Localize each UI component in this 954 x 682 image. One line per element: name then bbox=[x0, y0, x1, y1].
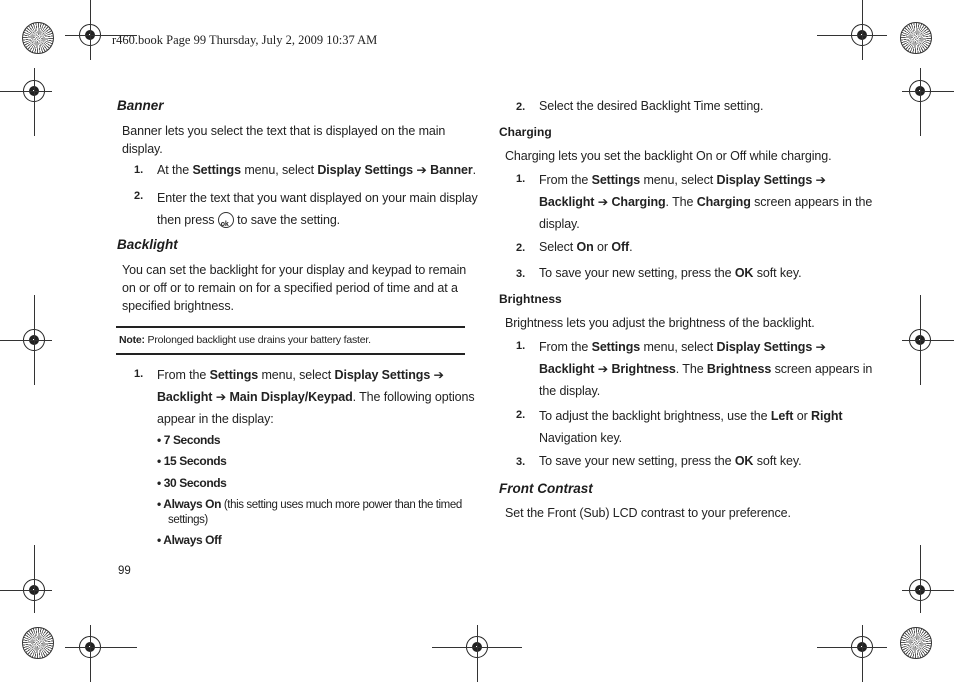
crop-line bbox=[920, 545, 921, 613]
crop-line bbox=[817, 647, 887, 648]
step-number: 2. bbox=[134, 190, 144, 202]
banner-step-2 bbox=[157, 187, 478, 231]
intro-line: on or off or to remain on for a specified period of time and at a bbox=[122, 281, 458, 295]
step-number: 3. bbox=[516, 268, 526, 280]
list-item: • 15 Seconds bbox=[157, 454, 227, 468]
registration-starburst-icon bbox=[22, 627, 54, 659]
step-line: From the Settings menu, select Display Settings ➔ bbox=[539, 340, 826, 354]
banner-heading: Banner bbox=[117, 98, 164, 113]
ok-key-icon bbox=[218, 212, 234, 228]
intro-line: You can set the backlight for your display and keypad to remain bbox=[122, 263, 467, 277]
crop-line bbox=[862, 625, 863, 682]
note-text: Prolonged backlight use drains your battery faster. bbox=[144, 334, 371, 346]
step-line: From the Settings menu, select Display Settings ➔ bbox=[539, 173, 826, 187]
crop-line bbox=[0, 340, 52, 341]
step-line: Backlight ➔ Brightness. The Brightness screen appears in bbox=[539, 362, 873, 376]
banner-intro-line: display. bbox=[122, 142, 163, 156]
list-item: • Always Off bbox=[157, 533, 222, 547]
step-number: 3. bbox=[516, 456, 526, 468]
crop-line bbox=[90, 0, 91, 60]
step-line: the display. bbox=[539, 384, 601, 398]
registration-starburst-icon bbox=[22, 22, 54, 54]
print-header: r460.book Page 99 Thursday, July 2, 2009 10:37 AM bbox=[112, 33, 378, 47]
intro-line: specified brightness. bbox=[122, 299, 234, 313]
front-contrast-heading: Front Contrast bbox=[499, 481, 593, 496]
step-line: then press ok to save the setting. bbox=[157, 209, 478, 231]
crop-line bbox=[34, 295, 35, 385]
crop-line bbox=[902, 590, 954, 591]
registration-starburst-icon bbox=[900, 22, 932, 54]
backlight-intro bbox=[122, 261, 466, 315]
brightness-step-1 bbox=[539, 336, 872, 402]
step-number: 1. bbox=[134, 368, 144, 380]
note-rule-top bbox=[116, 326, 465, 328]
crop-line bbox=[902, 91, 954, 92]
note-label: Note: bbox=[119, 334, 145, 346]
banner-intro bbox=[122, 122, 445, 158]
banner-intro-line: Banner lets you select the text that is displayed on the main bbox=[122, 124, 446, 138]
crop-line bbox=[34, 545, 35, 613]
note bbox=[119, 334, 371, 346]
backlight-step-1 bbox=[157, 364, 474, 430]
crop-line bbox=[817, 35, 887, 36]
list-item: • Always On (this setting uses much more power than the timed settings) bbox=[157, 497, 462, 526]
step-number: 1. bbox=[134, 164, 144, 176]
crop-line bbox=[90, 625, 91, 682]
list-item: • 30 Seconds bbox=[157, 476, 227, 490]
backlight-heading: Backlight bbox=[117, 237, 178, 252]
list-item: • 7 Seconds bbox=[157, 433, 221, 447]
charging-step-3: To save your new setting, press the OK soft key. bbox=[539, 266, 802, 280]
charging-step-1 bbox=[539, 169, 872, 235]
charging-heading: Charging bbox=[499, 125, 552, 139]
crop-line bbox=[34, 68, 35, 136]
step-number: 1. bbox=[516, 340, 526, 352]
page-number: 99 bbox=[118, 565, 131, 577]
charging-intro: Charging lets you set the backlight On or Off while charging. bbox=[505, 149, 832, 163]
registration-starburst-icon bbox=[900, 627, 932, 659]
crop-line bbox=[920, 295, 921, 385]
brightness-step-2 bbox=[539, 405, 842, 449]
crop-line bbox=[902, 340, 954, 341]
step-line: display. bbox=[539, 217, 580, 231]
step-line: From the Settings menu, select Display Settings ➔ bbox=[157, 368, 444, 382]
step-number: 2. bbox=[516, 101, 526, 113]
brightness-step-3: To save your new setting, press the OK soft key. bbox=[539, 454, 802, 468]
crop-line bbox=[920, 68, 921, 136]
front-contrast-text: Set the Front (Sub) LCD contrast to your preference. bbox=[505, 506, 791, 520]
step-line: To adjust the backlight brightness, use the Left or Right bbox=[539, 409, 843, 423]
step-line: appear in the display: bbox=[157, 412, 274, 426]
brightness-heading: Brightness bbox=[499, 292, 562, 306]
crop-line bbox=[0, 91, 52, 92]
crop-line bbox=[477, 625, 478, 682]
step-line: Backlight ➔ Main Display/Keypad. The following options bbox=[157, 390, 475, 404]
step-line: Backlight ➔ Charging. The Charging screen appears in the bbox=[539, 195, 873, 209]
step-number: 2. bbox=[516, 242, 526, 254]
charging-step-2: Select On or Off. bbox=[539, 240, 633, 254]
banner-step-1: At the Settings menu, select Display Settings ➔ Banner. bbox=[157, 163, 476, 177]
note-rule-bottom bbox=[116, 353, 465, 355]
crop-line bbox=[65, 647, 137, 648]
step-number: 1. bbox=[516, 173, 526, 185]
crop-line bbox=[862, 0, 863, 60]
brightness-intro: Brightness lets you adjust the brightness of the backlight. bbox=[505, 316, 815, 330]
step-line: Enter the text that you want displayed on your main display bbox=[157, 191, 478, 205]
crop-line bbox=[0, 590, 52, 591]
step-number: 2. bbox=[516, 409, 526, 421]
step-line: Navigation key. bbox=[539, 431, 623, 445]
backlight-step-2: Select the desired Backlight Time setting. bbox=[539, 99, 764, 113]
